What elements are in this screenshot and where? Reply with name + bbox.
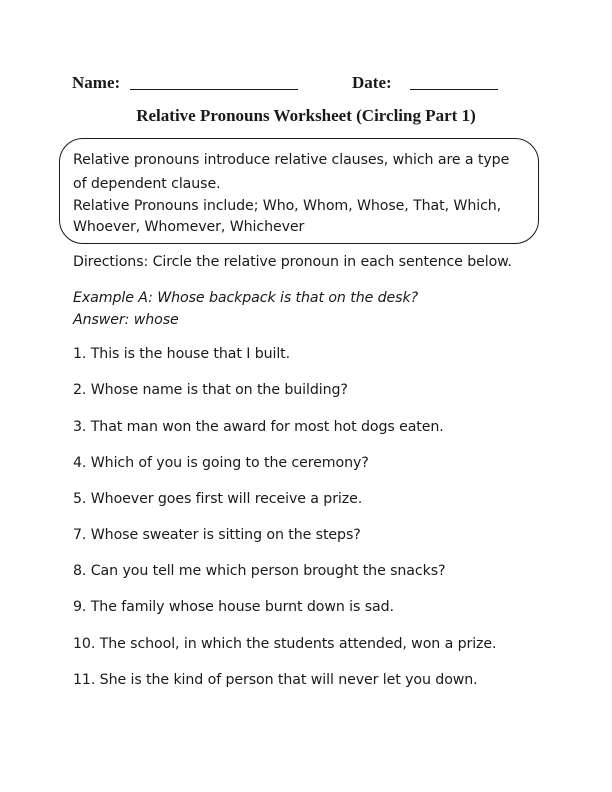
info-line-3: Relative Pronouns include; Who, Whom, Whose, That, Which,	[73, 198, 502, 214]
question-item: 8. Can you tell me which person brought the snacks?	[73, 563, 446, 579]
header-row	[72, 73, 542, 95]
example-question: Example A: Whose backpack is that on the desk?	[73, 290, 419, 306]
info-line-4: Whoever, Whomever, Whichever	[73, 219, 305, 235]
question-item: 3. That man won the award for most hot dogs eaten.	[73, 419, 444, 435]
date-blank-line[interactable]	[410, 89, 498, 90]
worksheet-title: Relative Pronouns Worksheet (Circling Part 1)	[136, 106, 476, 125]
example-answer: Answer: whose	[73, 312, 179, 328]
question-item: 4. Which of you is going to the ceremony?	[73, 455, 369, 471]
name-blank-line[interactable]	[130, 89, 298, 90]
name-label: Name:	[72, 73, 121, 92]
question-item: 5. Whoever goes first will receive a prize.	[73, 491, 363, 507]
info-line-2: of dependent clause.	[73, 176, 221, 192]
question-item: 2. Whose name is that on the building?	[73, 382, 348, 398]
date-label: Date:	[352, 73, 392, 92]
directions: Directions: Circle the relative pronoun in each sentence below.	[73, 254, 512, 270]
question-item: 1. This is the house that I built.	[73, 346, 291, 362]
question-item: 7. Whose sweater is sitting on the steps?	[73, 527, 361, 543]
question-item: 9. The family whose house burnt down is sad.	[73, 599, 394, 615]
question-item: 11. She is the kind of person that will never let you down.	[73, 672, 478, 688]
question-item: 10. The school, in which the students attended, won a prize.	[73, 636, 497, 652]
info-line-1: Relative pronouns introduce relative clauses, which are a type	[73, 152, 510, 168]
